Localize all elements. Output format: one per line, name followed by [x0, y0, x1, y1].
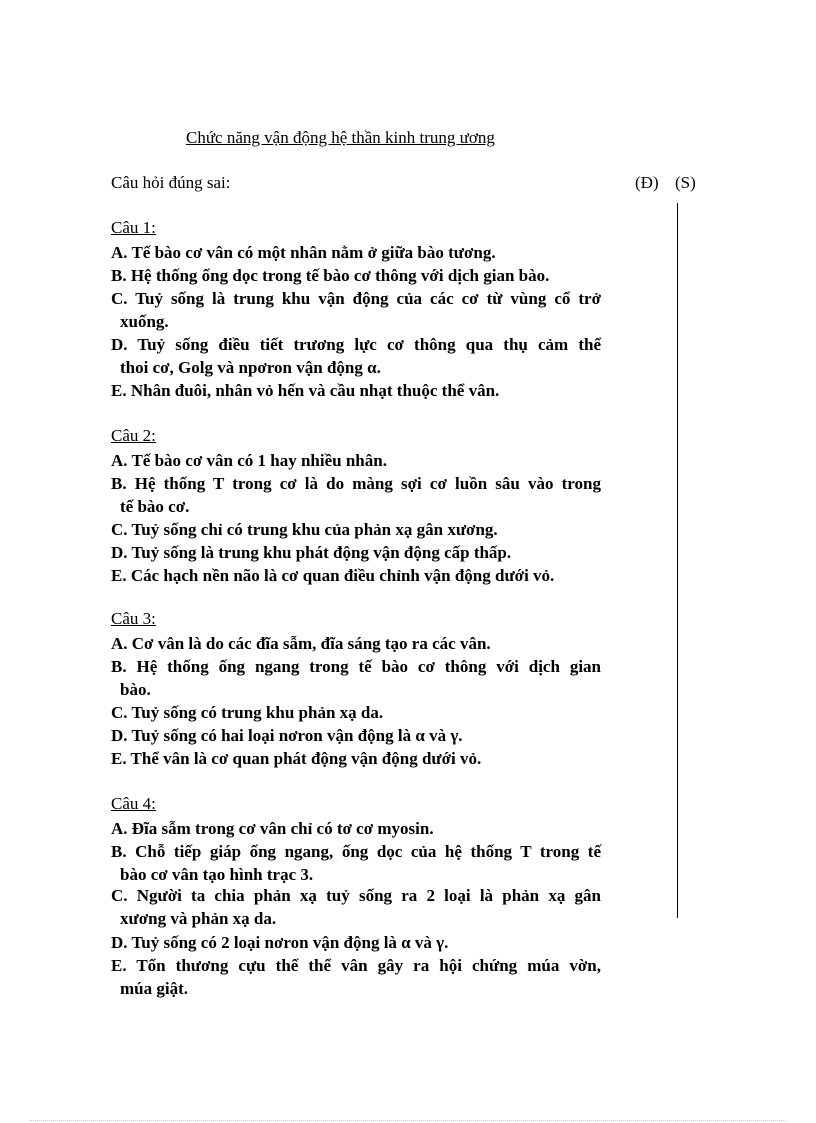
question-3-item-a: A. Cơ vân là do các đĩa sẫm, đĩa sáng tạo ra các vân.: [111, 634, 491, 653]
question-2-item-b: [111, 472, 601, 518]
question-2-item-b-line1: B. Hệ thống T trong cơ là do màng sợi cơ luồn sâu vào trong: [111, 474, 601, 493]
question-1-item-c-line2: xuống.: [120, 312, 169, 331]
question-2-item-a: A. Tế bào cơ vân có 1 hay nhiều nhân.: [111, 451, 387, 470]
question-4-item-c: [111, 884, 601, 930]
column-false-header: (S): [675, 173, 696, 192]
question-2-label: Câu 2:: [111, 426, 156, 445]
question-4-item-e: [111, 954, 601, 1000]
question-1-item-d-line2: thoi cơ, Golg và npơron vận động α.: [120, 358, 381, 377]
question-4-item-b: [111, 840, 601, 886]
question-3-item-d: D. Tuỷ sống có hai loại nơron vận động là α và γ.: [111, 726, 463, 745]
page-bottom-dotted-rule: [30, 1120, 786, 1121]
question-2-item-d: D. Tuỷ sống là trung khu phát động vận động cấp thấp.: [111, 543, 512, 562]
question-1-item-d-line1: D. Tuỷ sống điều tiết trương lực cơ thông qua thụ cảm thể: [111, 335, 601, 354]
question-4-label: Câu 4:: [111, 794, 156, 813]
section-intro: Câu hỏi đúng sai:: [111, 173, 231, 192]
answer-column-divider: [677, 203, 678, 918]
question-3-item-e: E. Thể vân là cơ quan phát động vận động dưới vỏ.: [111, 749, 482, 768]
question-1-item-b: B. Hệ thống ống dọc trong tế bào cơ thông với dịch gian bào.: [111, 266, 550, 285]
page-title: Chức năng vận động hệ thần kinh trung ương: [186, 128, 495, 147]
question-4-item-a: A. Đĩa sẫm trong cơ vân chỉ có tơ cơ myosin.: [111, 819, 434, 838]
question-3-item-b-line1: B. Hệ thống ống ngang trong tế bào cơ thông với dịch gian: [111, 657, 601, 676]
question-2-item-c: C. Tuỷ sống chỉ có trung khu của phản xạ gân xương.: [111, 520, 498, 539]
question-4-item-e-line1: E. Tổn thương cựu thể thể vân gây ra hội chứng múa vờn,: [111, 956, 601, 975]
question-4-item-c-line2: xương và phản xạ da.: [120, 909, 277, 928]
question-4-item-c-line1: C. Người ta chia phản xạ tuỷ sống ra 2 loại là phản xạ gân: [111, 886, 601, 905]
column-true-header: (Đ): [635, 173, 659, 192]
question-1-item-a: A. Tế bào cơ vân có một nhân nằm ở giữa bào tương.: [111, 243, 496, 262]
question-1-item-c-line1: C. Tuỷ sống là trung khu vận động của các cơ từ vùng cổ trở: [111, 289, 601, 308]
question-4-item-b-line2: bào cơ vân tạo hình trạc 3.: [120, 865, 314, 884]
question-3-label: Câu 3:: [111, 609, 156, 628]
question-4-item-b-line1: B. Chỗ tiếp giáp ống ngang, ống dọc của hệ thống T trong tế: [111, 842, 601, 861]
question-4-item-d: D. Tuỷ sống có 2 loại nơron vận động là α và γ.: [111, 933, 449, 952]
question-3-item-b: [111, 655, 601, 701]
question-4-item-e-line2: múa giật.: [120, 979, 188, 998]
question-1-item-d: [111, 333, 601, 379]
question-2-item-e: E. Các hạch nền não là cơ quan điều chỉnh vận động dưới vỏ.: [111, 566, 555, 585]
question-1-item-c: [111, 287, 601, 333]
question-3-item-c: C. Tuỷ sống có trung khu phản xạ da.: [111, 703, 384, 722]
question-1-label: Câu 1:: [111, 218, 156, 237]
question-2-item-b-line2: tế bào cơ.: [120, 497, 190, 516]
question-1-item-e: E. Nhân đuôi, nhân vỏ hến và cầu nhạt thuộc thể vân.: [111, 381, 500, 400]
question-3-item-b-line2: bào.: [120, 680, 151, 699]
